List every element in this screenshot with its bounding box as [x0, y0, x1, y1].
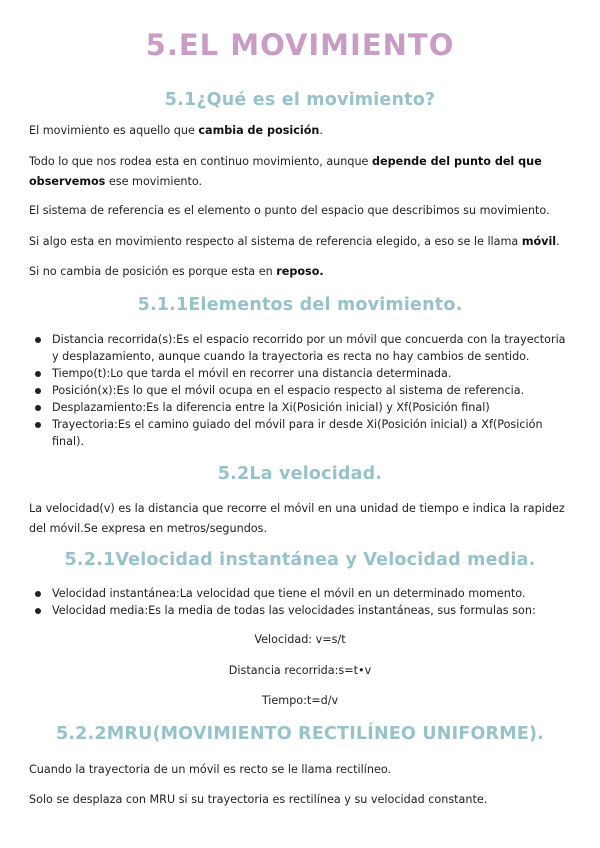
paragraph-sistema-referencia: El sistema de referencia es el elemento o punto del espacio que describimos su movimiento. [29, 204, 550, 217]
paragraph-movil: Si algo esta en movimiento respecto al sistema de referencia elegido, a eso se le llama móvil. [29, 235, 560, 248]
paragraph-movimiento-definicion: El movimiento es aquello que cambia de posición. [29, 124, 323, 137]
page-title: 5.EL MOVIMIENTO [145, 28, 455, 62]
paragraph-rectilineo: Cuando la trayectoria de un móvil es recto se le llama rectilíneo. [29, 763, 392, 776]
paragraph-mru: Solo se desplaza con MRU si su trayectoria es rectilínea y su velocidad constante. [29, 793, 488, 806]
list-item: Trayectoria:Es el camino guiado del móvil para ir desde Xi(Posición inicial) a Xf(Posición final). [29, 416, 574, 450]
section-heading-5-2: 5.2La velocidad. [217, 464, 383, 484]
section-heading-5-2-2: 5.2.2MRU(MOVIMIENTO RECTILÍNEO UNIFORME). [55, 724, 545, 744]
list-item: Velocidad instantánea:La velocidad que tiene el móvil en un determinado momento. [29, 585, 574, 602]
formula-distancia: Distancia recorrida:s=t•v [228, 664, 372, 677]
section-heading-5-2-1: 5.2.1Velocidad instantánea y Velocidad media. [64, 550, 536, 570]
paragraph-reposo: Si no cambia de posición es porque esta en reposo. [29, 265, 324, 278]
section-heading-5-1: 5.1¿Qué es el movimiento? [164, 90, 436, 110]
paragraph-continuo-movimiento: Todo lo que nos rodea esta en continuo movimiento, aunque depende del punto del que observemos ese movimiento. [29, 155, 542, 188]
list-item: Distancia recorrida(s):Es el espacio recorrido por un móvil que concuerda con la trayectoria y desplazamiento, aunque cuando la trayectoria es recta no hay cambios de sentido. [29, 331, 574, 365]
formula-tiempo: Tiempo:t=d/v [261, 694, 339, 707]
velocity-list [29, 585, 574, 619]
section-heading-5-1-1: 5.1.1Elementos del movimiento. [137, 295, 463, 315]
paragraph-velocidad: La velocidad(v) es la distancia que recorre el móvil en una unidad de tiempo e indica la rapidez del móvil.Se expresa en metros/segundos. [29, 502, 565, 535]
formula-velocidad: Velocidad: v=s/t [254, 633, 346, 646]
list-item: Velocidad media:Es la media de todas las velocidades instantáneas, sus formulas son: [29, 602, 574, 619]
list-item: Desplazamiento:Es la diferencia entre la Xi(Posición inicial) y Xf(Posición final) [29, 399, 574, 416]
list-item: Tiempo(t):Lo que tarda el móvil en recorrer una distancia determinada. [29, 365, 574, 382]
elements-list [29, 331, 574, 450]
list-item: Posición(x):Es lo que el móvil ocupa en el espacio respecto al sistema de referencia. [29, 382, 574, 399]
